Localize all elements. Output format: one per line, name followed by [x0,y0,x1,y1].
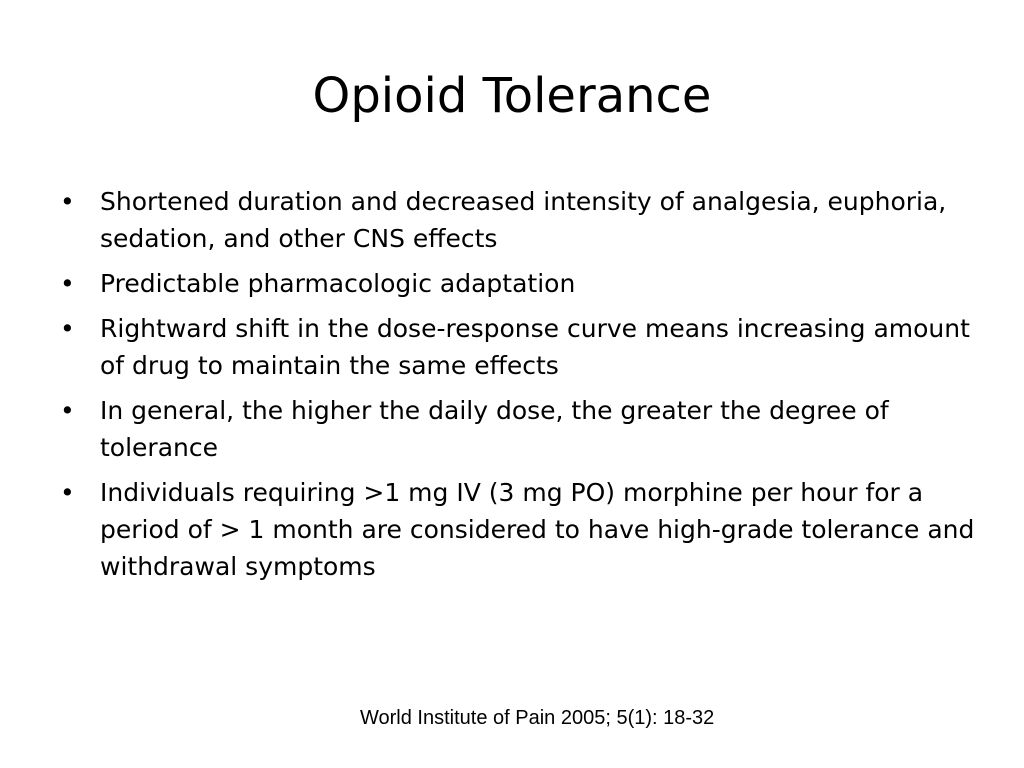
bullet-item [60,474,980,585]
bullet-icon: • [60,187,75,216]
bullet-text: Rightward shift in the dose-response curve means increasing amount of drug to maintain the same effects [100,314,970,380]
bullet-item [60,265,980,302]
bullet-item [60,310,980,384]
bullet-text: Shortened duration and decreased intensity of analgesia, euphoria, sedation, and other CNS effects [100,187,947,253]
bullet-text: In general, the higher the daily dose, the greater the degree of tolerance [100,396,889,462]
bullet-item [60,183,980,257]
bullet-icon: • [60,396,75,425]
slide-title: Opioid Tolerance [312,68,712,124]
bullet-list [60,183,980,593]
bullet-text: Predictable pharmacologic adaptation [100,269,576,298]
bullet-item [60,392,980,466]
bullet-icon: • [60,478,75,507]
bullet-text: Individuals requiring >1 mg IV (3 mg PO) morphine per hour for a period of > 1 month are considered to have high-grade tolerance and withdrawal symptoms [100,478,975,581]
citation: World Institute of Pain 2005; 5(1): 18-32 [360,707,715,729]
bullet-icon: • [60,269,75,298]
bullet-icon: • [60,314,75,343]
